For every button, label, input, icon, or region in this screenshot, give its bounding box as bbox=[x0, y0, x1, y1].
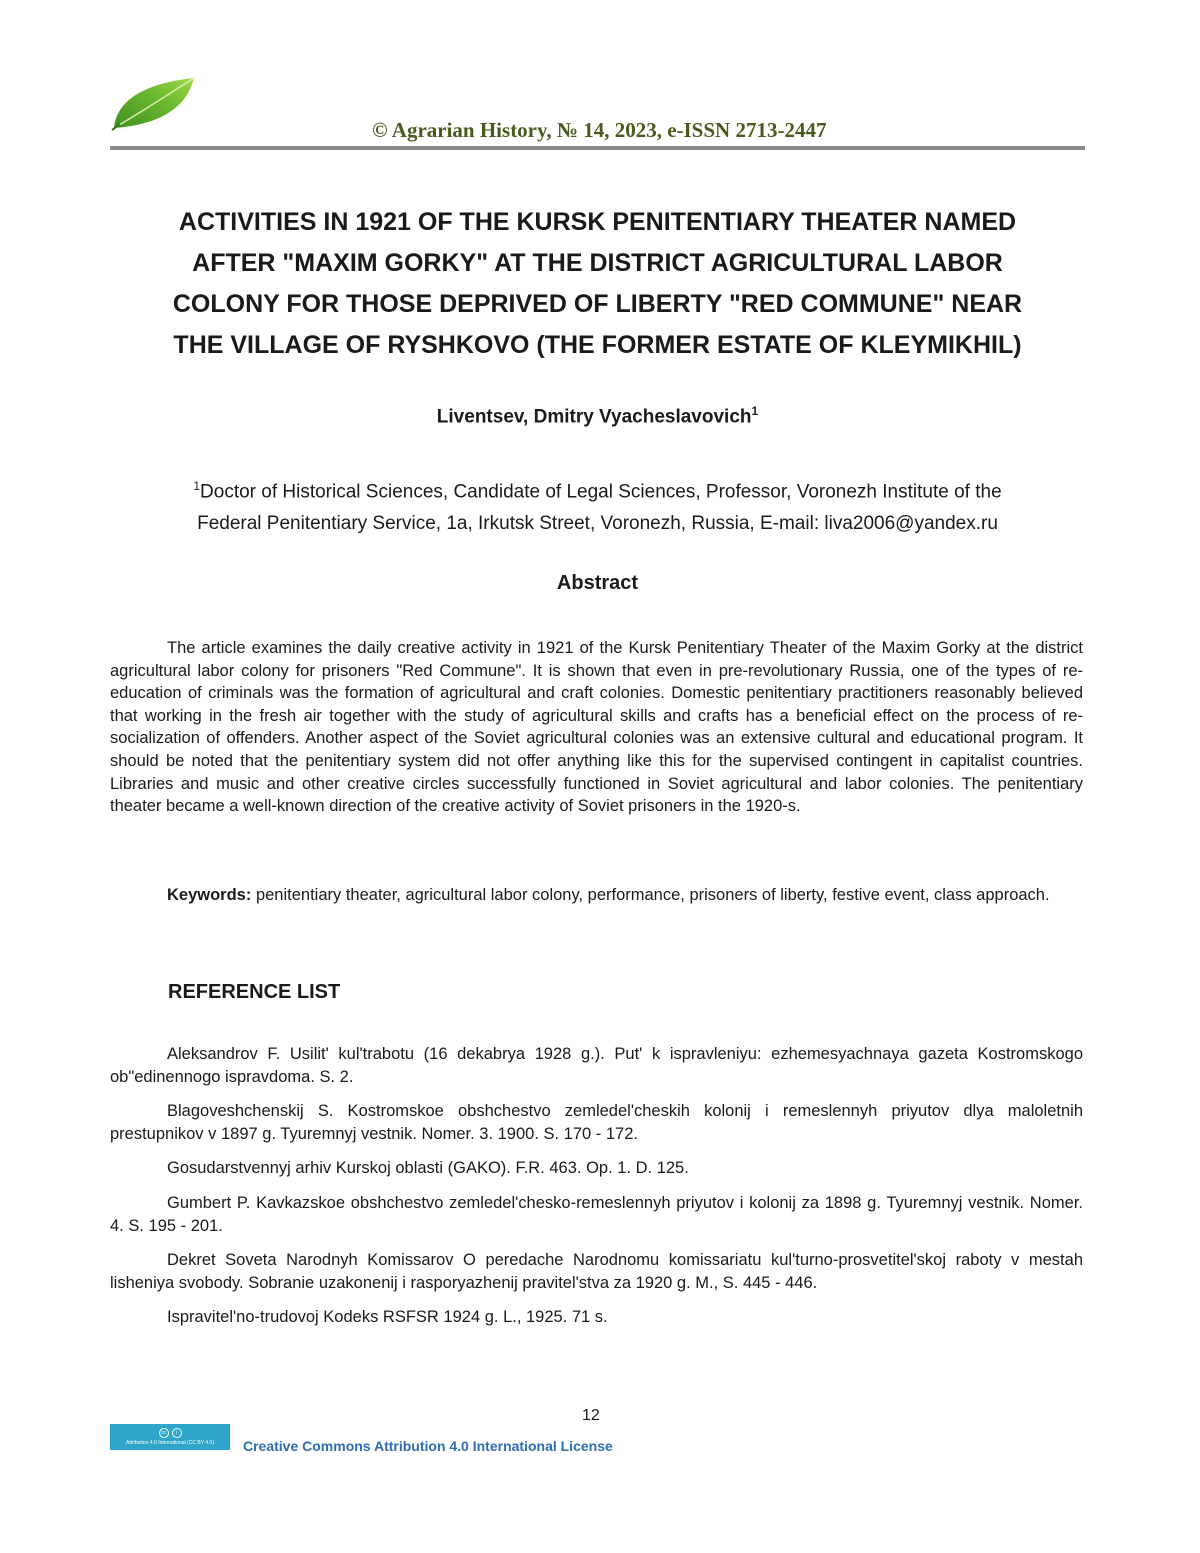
title-line: COLONY FOR THOSE DEPRIVED OF LIBERTY "RED COMMUNE" NEAR bbox=[172, 290, 1023, 318]
title-line: ACTIVITIES IN 1921 OF THE KURSK PENITENTIARY THEATER NAMED bbox=[178, 208, 1017, 236]
cc-icon: cc bbox=[159, 1428, 169, 1438]
by-icon: i bbox=[172, 1428, 182, 1438]
reference-item: Aleksandrov F. Usilit' kul'trabotu (16 dekabrya 1928 g.). Put' k ispravleniyu: ezhemesyachnaya gazeta Kostromskogo ob"edinennogo ispravdoma. S. 2. bbox=[110, 1045, 1083, 1086]
abstract-heading: Abstract bbox=[556, 572, 639, 594]
keywords-label: Keywords: bbox=[167, 886, 252, 904]
page-number: 12 bbox=[582, 1407, 600, 1424]
reference-item: Dekret Soveta Narodnyh Komissarov O peredache Narodnomu komissariatu kul'turno-prosvetitel'skoj raboty v mestah lisheniya svobody. Sobranie uzakonenij i rasporyazhenij pravitel'stva za 1920 g. M., S. 445 - 446. bbox=[110, 1251, 1083, 1292]
article-title bbox=[110, 202, 1085, 366]
reference-item: Gumbert P. Kavkazskoe obshchestvo zemledel'chesko-remeslennyh priyutov i kolonij za 1898 g. Tyuremnyj vestnik. Nomer. 4. S. 195 - 201. bbox=[110, 1193, 1083, 1235]
affiliation-line-1: Doctor of Historical Sciences, Candidate of Legal Sciences, Professor, Voronezh Institute of the bbox=[200, 481, 1002, 503]
cc-license-badge[interactable] bbox=[110, 1424, 230, 1450]
reference-item: Ispravitel'no-trudovoj Kodeks RSFSR 1924 g. L., 1925. 71 s. bbox=[167, 1308, 608, 1327]
author-sup: 1 bbox=[751, 404, 759, 418]
abstract-text: The article examines the daily creative activity in 1921 of the Kursk Penitentiary Theater of the Maxim Gorky at the district agricultural labor colony for prisoners "Red Commune". It is shown that even in pre-revolutionary Russia, one of the types of re-education of criminals was the formation of agricultural and craft colonies. Domestic penitentiary practitioners reasonably believed that working in the fresh air together with the study of agricultural skills and crafts has a beneficial effect on the process of re-socialization of offenders. Another aspect of the Soviet agricultural colonies was an extensive cultural and educational program. It should be noted that the penitentiary system did not offer anything like this for the supervised contingent in capitalist countries. Libraries and music and other creative circles successfully functioned in Soviet agricultural and labor colonies. The penitentiary theater became a well-known direction of the creative activity of Soviet prisoners in the 1920-s. bbox=[110, 639, 1083, 816]
author bbox=[110, 404, 1085, 428]
reference-list bbox=[110, 1043, 1083, 1341]
reference-item: Blagoveshchenskij S. Kostromskoe obshchestvo zemledel'cheskih kolonij i remeslennyh priyutov dlya maloletnih prestupnikov v 1897 g. Tyuremnyj vestnik. Nomer. 3. 1900. S. 170 - 172. bbox=[110, 1102, 1083, 1143]
header-rule bbox=[110, 146, 1085, 150]
keywords bbox=[110, 884, 1083, 907]
cc-badge-text: Attribution 4.0 International (CC BY 4.0) bbox=[125, 1440, 214, 1446]
reference-list-heading: REFERENCE LIST bbox=[168, 981, 341, 1003]
title-line: THE VILLAGE OF RYSHKOVO (THE FORMER ESTATE OF KLEYMIKHIL) bbox=[173, 331, 1022, 359]
license-text: Creative Commons Attribution 4.0 International License bbox=[243, 1438, 613, 1454]
affiliation-line-2: Federal Penitentiary Service, 1a, Irkutsk Street, Voronezh, Russia, E-mail: liva2006@yandex.ru bbox=[197, 513, 998, 535]
affiliation bbox=[110, 470, 1085, 540]
title-line: AFTER "MAXIM GORKY" AT THE DISTRICT AGRICULTURAL LABOR bbox=[192, 249, 1003, 277]
journal-header: © Agrarian History, № 14, 2023, e-ISSN 2713-2447 bbox=[372, 118, 827, 142]
reference-item: Gosudarstvennyj arhiv Kurskoj oblasti (GAKO). F.R. 463. Op. 1. D. 125. bbox=[167, 1159, 689, 1178]
leaf-logo-icon bbox=[108, 74, 200, 134]
keywords-text: penitentiary theater, agricultural labor colony, performance, prisoners of liberty, festive event, class approach. bbox=[251, 886, 1050, 904]
author-name: Liventsev, Dmitry Vyacheslavovich bbox=[436, 406, 752, 428]
affiliation-sup: 1 bbox=[193, 479, 201, 493]
